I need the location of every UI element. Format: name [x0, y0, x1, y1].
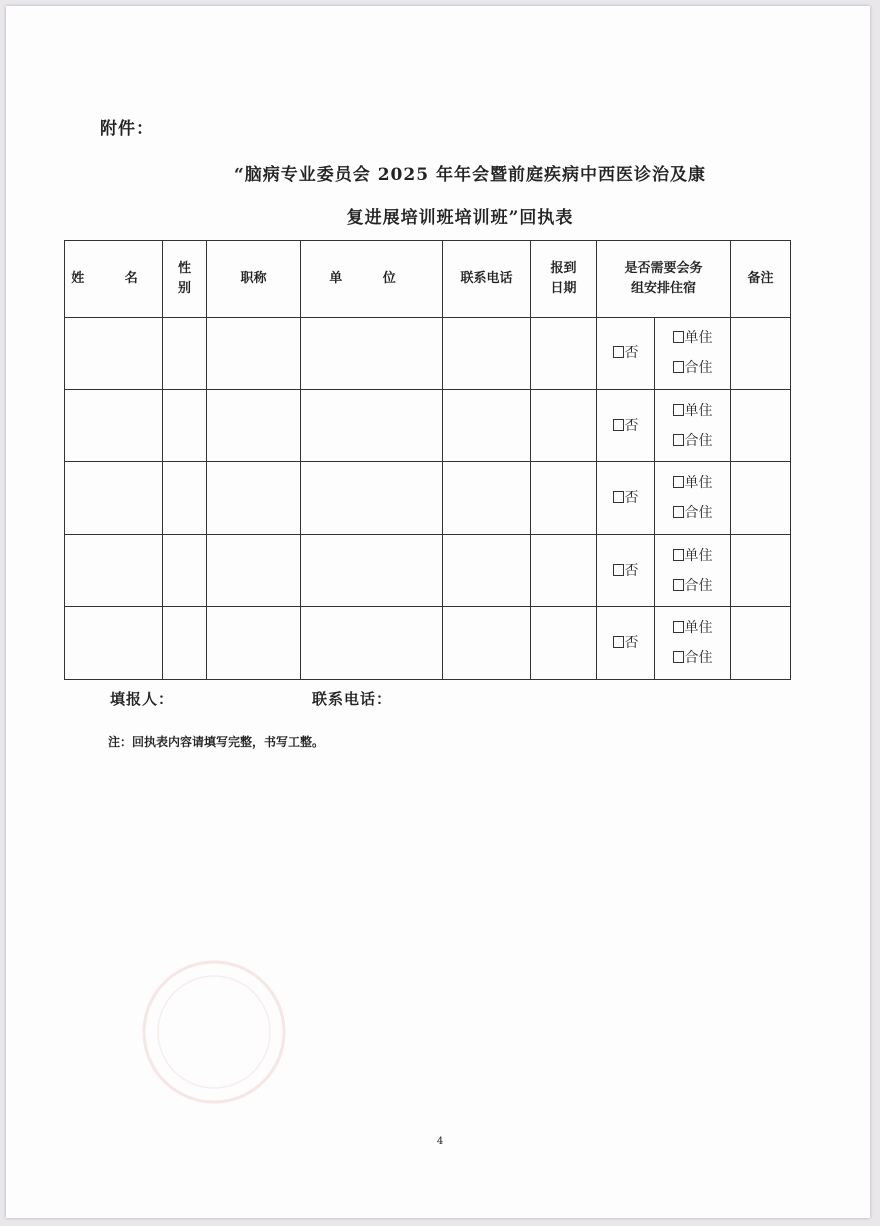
gender-cell[interactable]: [163, 317, 207, 389]
header-report-top: 报到: [550, 260, 577, 276]
lodging-shared-option[interactable]: [655, 571, 730, 601]
report-date-cell[interactable]: [531, 607, 597, 680]
checkbox-icon[interactable]: [673, 434, 684, 446]
lodging-single-option[interactable]: [655, 396, 730, 426]
gender-cell[interactable]: [163, 390, 207, 462]
report-date-cell[interactable]: [531, 317, 597, 389]
checkbox-icon[interactable]: [613, 491, 624, 503]
lodging-shared-label: 合住: [684, 505, 713, 522]
lodging-no-cell: [597, 462, 655, 534]
lodging-no-cell: [597, 390, 655, 462]
lodging-no-cell: [597, 534, 655, 606]
lodging-no-label: 否: [624, 562, 639, 579]
job-title-cell[interactable]: [207, 317, 301, 389]
remarks-cell[interactable]: [731, 462, 791, 534]
lodging-no-label: 否: [624, 490, 639, 507]
checkbox-icon[interactable]: [613, 419, 624, 431]
lodging-no-label: 否: [624, 417, 639, 434]
lodging-single-label: 单住: [684, 620, 713, 637]
header-name: 姓 名: [65, 241, 163, 318]
job-title-cell[interactable]: [207, 534, 301, 606]
faint-seal-stamp: [134, 952, 294, 1112]
lodging-no-cell: [597, 607, 655, 680]
report-date-cell[interactable]: [531, 534, 597, 606]
table-row: [65, 534, 791, 606]
fill-instruction-note: 注：回执表内容请填写完整，书写工整。: [108, 735, 325, 749]
lodging-no-option[interactable]: [597, 628, 654, 658]
gender-cell[interactable]: [163, 462, 207, 534]
unit-cell[interactable]: [301, 390, 443, 462]
lodging-no-option[interactable]: [597, 338, 654, 368]
name-cell[interactable]: [65, 390, 163, 462]
lodging-single-label: 单住: [684, 402, 713, 419]
header-report-date: [531, 241, 597, 318]
name-cell[interactable]: [65, 534, 163, 606]
lodging-no-option[interactable]: [597, 556, 654, 586]
lodging-shared-option[interactable]: [655, 498, 730, 528]
lodging-no-option[interactable]: [597, 411, 654, 441]
lodging-no-label: 否: [624, 635, 639, 652]
lodging-shared-label: 合住: [684, 360, 713, 377]
checkbox-icon[interactable]: [613, 636, 624, 648]
name-cell[interactable]: [65, 317, 163, 389]
header-report-bottom: 日期: [550, 280, 577, 296]
lodging-single-option[interactable]: [655, 541, 730, 571]
remarks-cell[interactable]: [731, 317, 791, 389]
header-unit: 单 位: [301, 241, 443, 318]
table-row: [65, 390, 791, 462]
lodging-type-cell: [655, 390, 731, 462]
remarks-cell[interactable]: [731, 390, 791, 462]
header-gender-top: 性: [177, 260, 191, 276]
lodging-type-cell: [655, 317, 731, 389]
lodging-single-option[interactable]: [655, 323, 730, 353]
checkbox-icon[interactable]: [613, 346, 624, 358]
lodging-type-cell: [655, 607, 731, 680]
header-gender: [163, 241, 207, 318]
lodging-type-cell: [655, 534, 731, 606]
checkbox-icon[interactable]: [673, 579, 684, 591]
header-lodging: [597, 241, 731, 318]
checkbox-icon[interactable]: [673, 549, 684, 561]
header-lodging-top: 是否需要会务: [624, 260, 703, 276]
table-row: [65, 607, 791, 680]
attachment-label: 附件：: [100, 119, 154, 139]
page-number: 4: [436, 1136, 444, 1147]
job-title-cell[interactable]: [207, 390, 301, 462]
lodging-single-label: 单住: [684, 475, 713, 492]
unit-cell[interactable]: [301, 607, 443, 680]
table-row: [65, 462, 791, 534]
lodging-shared-label: 合住: [684, 577, 713, 594]
lodging-type-cell: [655, 462, 731, 534]
header-lodging-bottom: 组安排住宿: [631, 280, 697, 296]
lodging-shared-option[interactable]: [655, 426, 730, 456]
remarks-cell[interactable]: [731, 534, 791, 606]
form-title-line2: 复进展培训班培训班”回执表: [346, 208, 574, 228]
lodging-no-option[interactable]: [597, 483, 654, 513]
phone-cell[interactable]: [443, 390, 531, 462]
job-title-cell[interactable]: [207, 462, 301, 534]
phone-cell[interactable]: [443, 317, 531, 389]
receipt-table: [64, 240, 791, 680]
lodging-no-cell: [597, 317, 655, 389]
report-date-cell[interactable]: [531, 462, 597, 534]
lodging-shared-option[interactable]: [655, 643, 730, 673]
lodging-shared-label: 合住: [684, 432, 713, 449]
unit-cell[interactable]: [301, 462, 443, 534]
name-cell[interactable]: [65, 607, 163, 680]
checkbox-icon[interactable]: [613, 564, 624, 576]
checkbox-icon[interactable]: [673, 506, 684, 518]
report-date-cell[interactable]: [531, 390, 597, 462]
filler-label: 填报人：: [110, 690, 175, 708]
checkbox-icon[interactable]: [673, 361, 684, 373]
unit-cell[interactable]: [301, 534, 443, 606]
checkbox-icon[interactable]: [673, 331, 684, 343]
name-cell[interactable]: [65, 462, 163, 534]
checkbox-icon[interactable]: [673, 651, 684, 663]
form-title-line1: “脑病专业委员会 2025 年年会暨前庭疾病中西医诊治及康: [234, 165, 706, 185]
header-remarks: 备注: [731, 241, 791, 318]
unit-cell[interactable]: [301, 317, 443, 389]
phone-cell[interactable]: [443, 534, 531, 606]
checkbox-icon[interactable]: [673, 404, 684, 416]
lodging-single-label: 单住: [684, 547, 713, 564]
checkbox-icon[interactable]: [673, 621, 684, 633]
header-gender-bottom: 别: [177, 280, 191, 296]
lodging-shared-option[interactable]: [655, 353, 730, 383]
header-phone: 联系电话: [443, 241, 531, 318]
gender-cell[interactable]: [163, 534, 207, 606]
phone-cell[interactable]: [443, 462, 531, 534]
contact-phone-label: 联系电话：: [312, 690, 393, 708]
lodging-single-label: 单住: [684, 330, 713, 347]
header-job-title: 职称: [207, 241, 301, 318]
table-row: [65, 317, 791, 389]
job-title-cell[interactable]: [207, 607, 301, 680]
lodging-single-option[interactable]: [655, 613, 730, 643]
table-header-row: [65, 241, 791, 318]
lodging-shared-label: 合住: [684, 650, 713, 667]
checkbox-icon[interactable]: [673, 476, 684, 488]
phone-cell[interactable]: [443, 607, 531, 680]
lodging-no-label: 否: [624, 345, 639, 362]
lodging-single-option[interactable]: [655, 468, 730, 498]
gender-cell[interactable]: [163, 607, 207, 680]
remarks-cell[interactable]: [731, 607, 791, 680]
